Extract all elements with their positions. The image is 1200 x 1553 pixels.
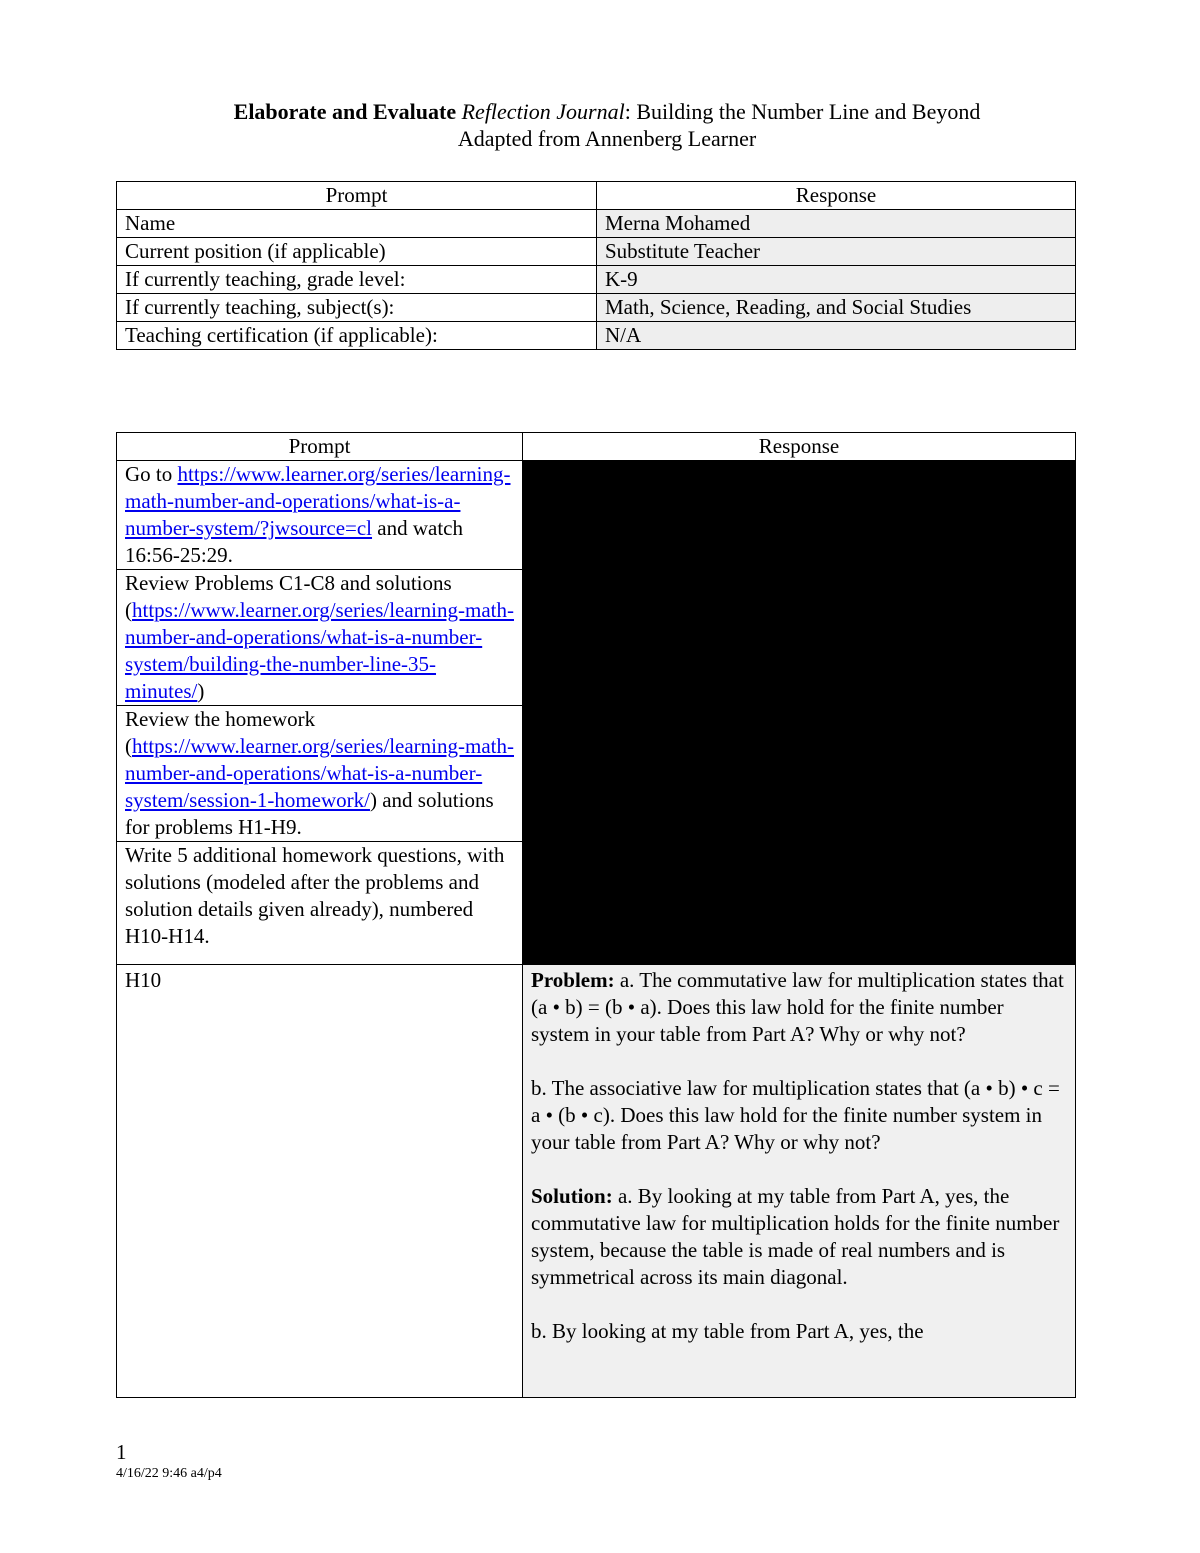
header-prompt: Prompt <box>117 182 597 210</box>
video-link[interactable]: https://www.learner.org/series/learning-math-number-and-operations/what-is-a-number-system/?jwsource=cl <box>125 462 511 540</box>
info-table <box>116 181 1076 350</box>
table-row <box>117 294 1076 322</box>
print-stamp: 4/16/22 9:46 a4/p4 <box>116 1466 222 1481</box>
response-subjects[interactable]: Math, Science, Reading, and Social Studies <box>597 294 1076 322</box>
page-number: 1 <box>116 1440 127 1464</box>
header-response: Response <box>523 433 1076 461</box>
problems-link[interactable]: https://www.learner.org/series/learning-math-number-and-operations/what-is-a-number-system/building-the-number-line-35-minutes/ <box>125 598 514 703</box>
prompt-review-problems: Review Problems C1-C8 and solutions (https://www.learner.org/series/learning-math-number-and-operations/what-is-a-number-system/building-the-number-line-35-minutes/) <box>117 570 523 706</box>
header-response: Response <box>597 182 1076 210</box>
info-table-header <box>117 182 1076 210</box>
prompt-position: Current position (if applicable) <box>117 238 597 266</box>
problem-b: b. The associative law for multiplication states that (a • b) • c = a • (b • c). Does this law hold for the finite number system in your table from Part A? Why or why not? <box>531 1076 1060 1154</box>
prompt-write-questions: Write 5 additional homework questions, with solutions (modeled after the problems and solution details given already), numbered H10-H14. <box>117 842 523 965</box>
response-certification[interactable]: N/A <box>597 322 1076 350</box>
prompt-grade-level: If currently teaching, grade level: <box>117 266 597 294</box>
table-row <box>117 210 1076 238</box>
response-h10[interactable] <box>523 965 1076 1398</box>
prompt-h10: H10 <box>117 965 523 1398</box>
table-row <box>117 266 1076 294</box>
table-row <box>117 322 1076 350</box>
response-name[interactable]: Merna Mohamed <box>597 210 1076 238</box>
table-row <box>117 461 1076 570</box>
prompt-name: Name <box>117 210 597 238</box>
prompt-review-homework: Review the homework (https://www.learner.org/series/learning-math-number-and-operations/what-is-a-number-system/session-1-homework/) and solutions for problems H1-H9. <box>117 706 523 842</box>
response-position[interactable]: Substitute Teacher <box>597 238 1076 266</box>
header-prompt: Prompt <box>117 433 523 461</box>
response-grade-level[interactable]: K-9 <box>597 266 1076 294</box>
document-header <box>0 98 1200 152</box>
homework-link[interactable]: https://www.learner.org/series/learning-math-number-and-operations/what-is-a-number-system/session-1-homework/ <box>125 734 514 812</box>
table-row <box>117 238 1076 266</box>
redacted-response <box>523 461 1076 965</box>
solution-a: Solution: a. By looking at my table from Part A, yes, the commutative law for multiplication holds for the finite number system, because the table is made of real numbers and is symmetrical across its main diagonal. <box>531 1184 1060 1289</box>
problem-a: Problem: a. The commutative law for multiplication states that (a • b) = (b • a). Does this law hold for the finite number system in your table from Part A? Why or why not? <box>531 968 1064 1046</box>
journal-table-header <box>117 433 1076 461</box>
table-row <box>117 965 1076 1398</box>
prompt-watch-video: Go to https://www.learner.org/series/learning-math-number-and-operations/what-is-a-number-system/?jwsource=cl and watch 16:56-25:29. <box>117 461 523 570</box>
prompt-subjects: If currently teaching, subject(s): <box>117 294 597 322</box>
document-subtitle: Adapted from Annenberg Learner <box>457 126 757 151</box>
solution-b: b. By looking at my table from Part A, yes, the <box>531 1319 924 1343</box>
prompt-certification: Teaching certification (if applicable): <box>117 322 597 350</box>
journal-table <box>116 432 1076 1398</box>
document-title: Elaborate and Evaluate Reflection Journal: Building the Number Line and Beyond <box>233 99 981 124</box>
